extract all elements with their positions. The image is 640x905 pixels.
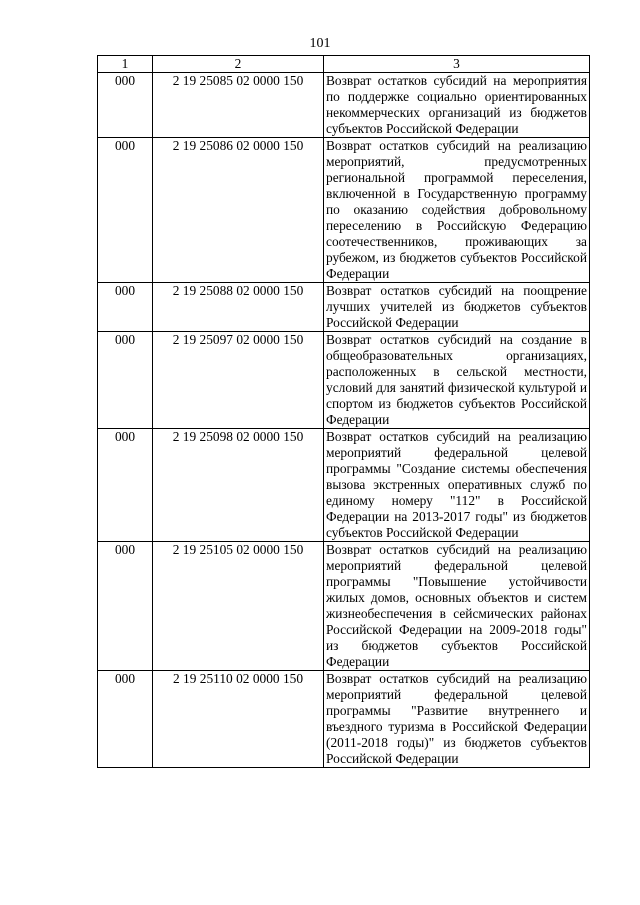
description-cell: Возврат остатков субсидий на реализацию мероприятий федеральной целевой программы "Развитие внутреннего и въездного туризма в Российской Федерации (2011-2018 годы)" из бюджетов субъектов Российской Федерации — [324, 671, 590, 768]
table-header-row — [98, 56, 590, 73]
table-row — [98, 283, 590, 332]
table-row — [98, 138, 590, 283]
page-number: 101 — [309, 36, 331, 51]
description-cell: Возврат остатков субсидий на реализацию мероприятий, предусмотренных региональной программой переселения, включенной в Государственную программу по оказанию содействия добровольному переселению в Российскую Федерацию соотечественников, проживающих за рубежом, из бюджетов субъектов Российской Федерации — [324, 138, 590, 283]
admin-code-cell: 000 — [98, 542, 153, 671]
table-row — [98, 332, 590, 429]
budget-code-cell: 2 19 25085 02 0000 150 — [153, 73, 324, 138]
table-row — [98, 542, 590, 671]
budget-classification-table — [97, 55, 590, 768]
admin-code-cell: 000 — [98, 73, 153, 138]
column-header-2: 2 — [153, 56, 324, 73]
admin-code-cell: 000 — [98, 671, 153, 768]
budget-code-cell: 2 19 25086 02 0000 150 — [153, 138, 324, 283]
budget-code-cell: 2 19 25098 02 0000 150 — [153, 429, 324, 542]
description-cell: Возврат остатков субсидий на создание в общеобразовательных организациях, расположенных в сельской местности, условий для занятий физической культурой и спортом из бюджетов субъектов Российской Федерации — [324, 332, 590, 429]
admin-code-cell: 000 — [98, 429, 153, 542]
admin-code-cell: 000 — [98, 283, 153, 332]
admin-code-cell: 000 — [98, 138, 153, 283]
column-header-3: 3 — [324, 56, 590, 73]
description-cell: Возврат остатков субсидий на реализацию мероприятий федеральной целевой программы "Создание системы обеспечения вызова экстренных оперативных служб по единому номеру "112" в Российской Федерации на 2013-2017 годы" из бюджетов субъектов Российской Федерации — [324, 429, 590, 542]
description-cell: Возврат остатков субсидий на реализацию мероприятий федеральной целевой программы "Повышение устойчивости жилых домов, основных объектов и систем жизнеобеспечения в сейсмических районах Российской Федерации на 2009-2018 годы" из бюджетов субъектов Российской Федерации — [324, 542, 590, 671]
table-row — [98, 671, 590, 768]
table-row — [98, 429, 590, 542]
budget-code-cell: 2 19 25105 02 0000 150 — [153, 542, 324, 671]
budget-code-cell: 2 19 25110 02 0000 150 — [153, 671, 324, 768]
column-header-1: 1 — [98, 56, 153, 73]
table-row — [98, 73, 590, 138]
description-cell: Возврат остатков субсидий на поощрение лучших учителей из бюджетов субъектов Российской Федерации — [324, 283, 590, 332]
budget-code-cell: 2 19 25097 02 0000 150 — [153, 332, 324, 429]
description-cell: Возврат остатков субсидий на мероприятия по поддержке социально ориентированных некоммерческих организаций из бюджетов субъектов Российской Федерации — [324, 73, 590, 138]
budget-code-cell: 2 19 25088 02 0000 150 — [153, 283, 324, 332]
admin-code-cell: 000 — [98, 332, 153, 429]
